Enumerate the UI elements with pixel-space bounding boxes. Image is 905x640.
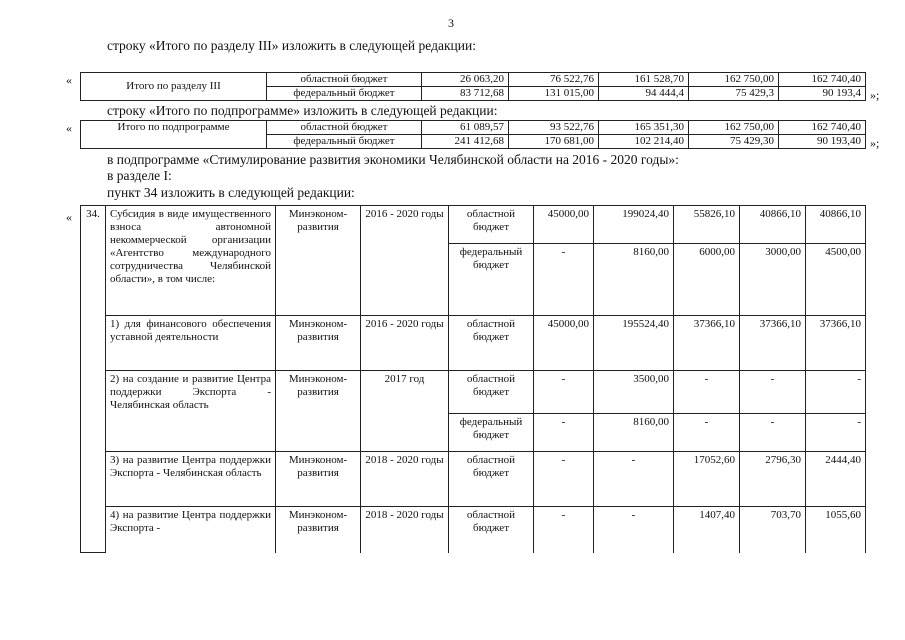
value-cell: 37366,10	[806, 316, 866, 371]
executor: Минэконом-развития	[276, 316, 361, 371]
value-cell: 3500,00	[594, 371, 674, 414]
value-cell: 162 750,00	[689, 121, 779, 135]
value-cell: 3000,00	[740, 244, 806, 316]
value-cell: 241 412,68	[422, 135, 509, 149]
table-row	[81, 452, 866, 507]
value-cell: 1407,40	[674, 507, 740, 553]
value-cell: 90 193,40	[779, 135, 866, 149]
subprogram-total-table	[80, 120, 866, 149]
table-row	[81, 73, 866, 87]
value-cell: 37366,10	[740, 316, 806, 371]
executor: Минэконом-развития	[276, 507, 361, 553]
page-number: 3	[448, 16, 454, 30]
row-label: Итого по разделу III	[81, 73, 267, 101]
value-cell: 75 429,3	[689, 87, 779, 101]
instruction-subprogram-total: строку «Итого по подпрограмме» изложить в следующей редакции:	[107, 103, 498, 118]
budget-source: федеральный бюджет	[449, 244, 534, 316]
period: 2016 - 2020 годы	[361, 316, 449, 371]
open-quote: «	[66, 73, 72, 87]
instruction-item: пункт 34 изложить в следующей редакции:	[107, 185, 355, 200]
budget-source: областной бюджет	[449, 452, 534, 507]
value-cell: 170 681,00	[509, 135, 599, 149]
executor: Минэконом-развития	[276, 371, 361, 452]
measure-description: 4) на развитие Центра поддержки Экспорта -	[106, 507, 276, 553]
item-number: 34.	[81, 206, 106, 553]
value-cell: 1055,60	[806, 507, 866, 553]
budget-source: федеральный бюджет	[267, 87, 422, 101]
period: 2017 год	[361, 371, 449, 452]
table-row	[81, 371, 866, 414]
instruction-section: в разделе I:	[107, 168, 172, 183]
close-quote: »;	[870, 136, 880, 150]
value-cell: 102 214,40	[599, 135, 689, 149]
value-cell: 4500,00	[806, 244, 866, 316]
table-row	[81, 507, 866, 553]
value-cell: 8160,00	[594, 414, 674, 452]
value-cell: 161 528,70	[599, 73, 689, 87]
value-cell: 162 740,40	[779, 73, 866, 87]
value-cell: -	[594, 507, 674, 553]
period: 2018 - 2020 годы	[361, 507, 449, 553]
measure-description: 2) на создание и развитие Центра поддержки Экспорта - Челябинская область	[106, 371, 276, 452]
measure-description: Субсидия в виде имущественного взноса автономной некоммерческой организации «Агентство международного сотрудничества Челябинской области», в том числе:	[106, 206, 276, 316]
value-cell: 2444,40	[806, 452, 866, 507]
item-34-table	[80, 205, 866, 553]
value-cell: 93 522,76	[509, 121, 599, 135]
open-quote: «	[66, 210, 72, 224]
instruction-subprogram: в подпрограмме «Стимулирование развития экономики Челябинской области на 2016 - 2020 годы»:	[107, 152, 679, 167]
budget-source: федеральный бюджет	[267, 135, 422, 149]
value-cell: 195524,40	[594, 316, 674, 371]
measure-description: 1) для финансового обеспечения уставной деятельности	[106, 316, 276, 371]
value-cell: 40866,10	[806, 206, 866, 244]
value-cell: -	[806, 371, 866, 414]
budget-source: областной бюджет	[267, 121, 422, 135]
table-row	[81, 206, 866, 244]
table-row	[81, 121, 866, 135]
value-cell: -	[740, 371, 806, 414]
section3-total-table	[80, 72, 866, 101]
value-cell: -	[534, 507, 594, 553]
value-cell: -	[806, 414, 866, 452]
value-cell: -	[534, 371, 594, 414]
value-cell: -	[674, 414, 740, 452]
value-cell: 17052,60	[674, 452, 740, 507]
value-cell: -	[534, 452, 594, 507]
instruction-section3-total: строку «Итого по разделу III» изложить в следующей редакции:	[107, 38, 476, 53]
value-cell: 94 444,4	[599, 87, 689, 101]
value-cell: 90 193,4	[779, 87, 866, 101]
open-quote: «	[66, 121, 72, 135]
executor: Минэконом-развития	[276, 206, 361, 316]
value-cell: 40866,10	[740, 206, 806, 244]
value-cell: 76 522,76	[509, 73, 599, 87]
executor: Минэконом-развития	[276, 452, 361, 507]
value-cell: 37366,10	[674, 316, 740, 371]
value-cell: 55826,10	[674, 206, 740, 244]
value-cell: 45000,00	[534, 206, 594, 244]
value-cell: 83 712,68	[422, 87, 509, 101]
value-cell: 162 740,40	[779, 121, 866, 135]
value-cell: -	[594, 452, 674, 507]
value-cell: 131 015,00	[509, 87, 599, 101]
value-cell: -	[740, 414, 806, 452]
value-cell: 703,70	[740, 507, 806, 553]
value-cell: -	[674, 371, 740, 414]
value-cell: 8160,00	[594, 244, 674, 316]
budget-source: областной бюджет	[449, 507, 534, 553]
value-cell: 162 750,00	[689, 73, 779, 87]
value-cell: 75 429,30	[689, 135, 779, 149]
row-label: Итого по подпрограмме	[81, 121, 267, 149]
close-quote: »;	[870, 88, 880, 102]
measure-description: 3) на развитие Центра поддержки Экспорта - Челябинская область	[106, 452, 276, 507]
value-cell: 165 351,30	[599, 121, 689, 135]
table-row	[81, 316, 866, 371]
budget-source: областной бюджет	[449, 316, 534, 371]
budget-source: областной бюджет	[449, 371, 534, 414]
period: 2018 - 2020 годы	[361, 452, 449, 507]
value-cell: -	[534, 414, 594, 452]
value-cell: 61 089,57	[422, 121, 509, 135]
period: 2016 - 2020 годы	[361, 206, 449, 316]
value-cell: 26 063,20	[422, 73, 509, 87]
value-cell: 45000,00	[534, 316, 594, 371]
value-cell: 199024,40	[594, 206, 674, 244]
budget-source: федеральный бюджет	[449, 414, 534, 452]
value-cell: 2796,30	[740, 452, 806, 507]
value-cell: 6000,00	[674, 244, 740, 316]
value-cell: -	[534, 244, 594, 316]
budget-source: областной бюджет	[449, 206, 534, 244]
budget-source: областной бюджет	[267, 73, 422, 87]
